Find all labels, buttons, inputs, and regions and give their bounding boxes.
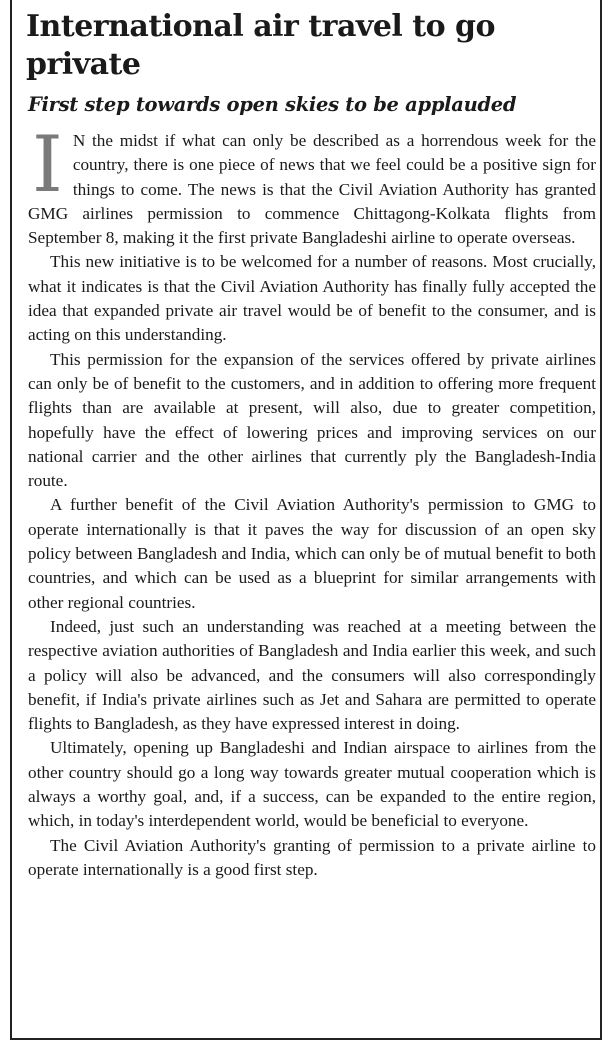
paragraph-7: The Civil Aviation Authority's granting of permission to a private airline to operate internationally is a good first step. (28, 835, 596, 879)
paragraph-5: Indeed, just such an understanding was reached at a meeting between the respective aviation authorities of Bangladesh and India earlier this week, and such a policy will also be advanced, and the consumers will also correspondingly benefit, if India's private airlines such as Jet and Sahara are permitted to operate flights to Bangladesh, as they have expressed interest in doing. (28, 616, 596, 734)
drop-cap: I (32, 120, 63, 210)
paragraph-3: This permission for the expansion of the services offered by private airlines can only be of benefit to the customers, and in addition to offering more frequent flights than are available at present, will also, due to greater competition, hopefully have the effect of lowering prices and improving services on our national carrier and the other airlines that currently ply the Bangladesh-India route. (28, 349, 596, 491)
headline: International air travel to go private (26, 9, 496, 82)
editorial-column (10, 0, 602, 1040)
subheadline: First step towards open skies to be applauded (28, 93, 517, 116)
paragraph-2: This new initiative is to be welcomed for a number of reasons. Most crucially, what it indicates is that the Civil Aviation Authority has finally fully accepted the idea that expanded private air travel would be of benefit to the consumer, and is acting on this understanding. (28, 252, 596, 345)
paragraph-1 (28, 120, 596, 250)
paragraph-4: A further benefit of the Civil Aviation Authority's permission to GMG to operate internationally is that it paves the way for discussion of an open sky policy between Bangladesh and India, which can only be of mutual benefit to both countries, and which can be used as a blueprint for similar arrangements with other regional countries. (28, 495, 596, 612)
article-body (28, 120, 596, 882)
paragraph-1-text: N the midst if what can only be described as a horrendous week for the country, there is one piece of news that we feel could be a positive sign for things to come. The news is that the Civil Aviation Authority has granted GMG airlines permission to commence Chittagong-Kolkata flights from September 8, making it the first private Bangladeshi airline to operate overseas. (28, 131, 596, 248)
paragraph-6: Ultimately, opening up Bangladeshi and Indian airspace to airlines from the other country should go a long way towards greater mutual cooperation which is always a worthy goal, and, if a success, can be expanded to the entire region, which, in today's interdependent world, would be beneficial to everyone. (28, 738, 596, 831)
